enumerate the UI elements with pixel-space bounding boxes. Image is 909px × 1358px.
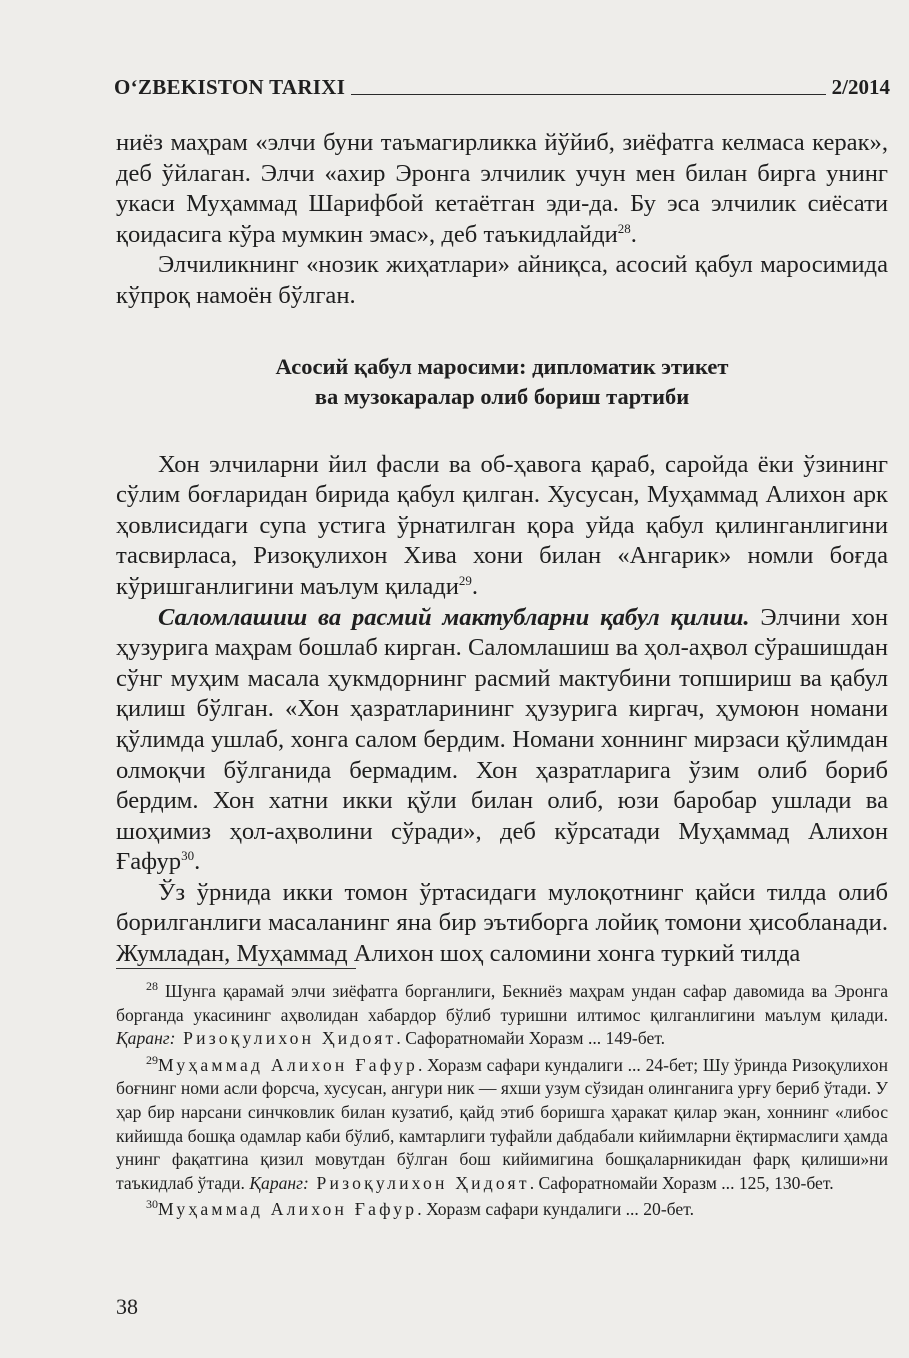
heading-line-2: ва музокаралар олиб бориш тартиби [314,383,690,409]
footnote-28-number: 28 [146,979,158,993]
paragraph-3-end: . [471,572,479,600]
footnote-28 [116,980,888,1051]
paragraph-3-text: Хон элчиларни йил фасли ва об-ҳавога қараб, саройда ёки ўзининг сўлим боғларидан бирида қабул қилган. Хусусан, Муҳаммад Алихон арк ҳовлисидаги супа устига ўрнатилган қора уйда қабул қилинганлигини тасвирласа, Ризоқулихон Хива хони билан «Ангарик» номли боғда кўришганлигини маълум қилади [116,450,888,600]
issue-number: 2/2014 [831,75,890,99]
paragraph-3 [116,450,888,603]
footnote-29-number: 29 [146,1052,158,1067]
paragraph-1-end: . [630,220,637,248]
footnote-29-author: Муҳаммад Алихон Ғафур [158,1054,418,1075]
header-rule [351,94,825,95]
footnote-ref-29: 29 [458,572,472,588]
footnote-28-author: Ризоқулихон Ҳидоят [175,1028,397,1049]
footnote-29-cf: Қаранг: [249,1172,309,1193]
footnote-ref-30: 30 [181,848,195,864]
section-heading [116,352,888,412]
footnote-29-text: . Хоразм сафари кундалиги ... 24-бет; Шу ўринда Ризоқулихон боғнинг номи асли форсча, хусусан, ангури ник — яхши узум сўзидан олинганига урғу бериб ўтади. У ҳар бир нарсани синчковлик билан кузатиб, қайд этиб боришга ҳаракат қилар экан, хоннинг «либос кийишда бошқа одамлар каби бўлиб, камтарлиги туфайли дабдабали кийимларни ёқтирмаслиги ҳамда унинг фақатгина қизил мовутдан бўлган бош кийимигина бошқаларникидан фарқ қилиши»ни таъкидлаб ўтади. [116,1054,889,1193]
footnote-separator [116,968,356,969]
journal-title: O‘ZBEKISTON TARIXI [114,75,346,99]
footnote-29-author-2: Ризоқулихон Ҳидоят [308,1172,530,1193]
footnotes [116,980,888,1225]
paragraph-4 [116,603,888,878]
footnote-28-cf: Қаранг: [116,1028,176,1049]
paragraph-4-text: Элчини хон ҳузурига маҳрам бошлаб кирган. Саломлашиш ва ҳол-аҳвол сўрашишдан сўнг муҳим масала ҳукмдорнинг расмий мактубини топшириш ва қабул қилиш бўлган. «Хон ҳазратларининг ҳузурига киргач, ҳумоюн номани қўлимда ушлаб, хонга салом бердим. Номани хоннинг мирзаси қўлимдан олмоқчи бўлганида бермадим. Хон ҳазратларига ўзим олиб бориб бердим. Хон хатни икки қўли билан олиб, юзи баробар ушлади ва шоҳимиз ҳол-аҳволини сўради», деб кўрсатади Муҳаммад Алихон Ғафур [116,603,888,876]
footnote-28-text: Шунга қарамай элчи зиёфатга борганлиги, Бекниёз маҳрам ундан сафар давомида ва Эронга борганда укасининг аҳволидан хабардор бўлиб туришни илтимос қилганлигини маълум қилади. [116,981,888,1025]
footnote-30-author: Муҳаммад Алихон Ғафур [158,1199,418,1220]
paragraph-2: Элчиликнинг «нозик жиҳатлари» айниқса, асосий қабул маросимида кўпроқ намоён бўлган. [116,251,888,309]
page-number: 38 [116,1294,138,1319]
paragraph-5: Ўз ўрнида икки томон ўртасидаги мулоқотнинг қайси тилда олиб борилганлиги масаланинг яна бир эътиборга лойиқ томони ҳисобланади. Жумладан, Муҳаммад Алихон шоҳ саломини хонга туркий тилда [116,878,888,968]
paragraph-1 [116,128,888,250]
footnote-30-number: 30 [146,1197,158,1212]
footnote-29-rest: . Сафоратномайи Хоразм ... 125, 130-бет. [529,1172,834,1193]
paragraph-4-end: . [194,848,201,876]
run-in-heading: Саломлашиш ва расмий мактубларни қабул қилиш. [158,603,750,631]
footnote-30 [116,1198,888,1222]
footnote-29 [116,1054,888,1196]
footnote-28-rest: . Сафоратномайи Хоразм ... 149-бет. [396,1028,666,1049]
paragraph-1-text: ниёз маҳрам «элчи буни таъмагирликка йўйиб, зиёфатга келмаса керак», деб ўйлаган. Элчи «ахир Эронга элчилик учун мен билан бирга унинг укаси Муҳаммад Шарифбой кетаётган эди-да. Бу эса элчилик сиёсати қоидасига кўра мумкин эмас», деб таъкидлайди [116,129,888,248]
footnote-30-rest: . Хоразм сафари кундалиги ... 20-бет. [417,1199,694,1220]
footnote-ref-28: 28 [617,220,631,236]
running-header [114,72,890,100]
heading-line-1: Асосий қабул маросими: дипломатик этикет [275,353,729,379]
main-text [116,128,888,970]
